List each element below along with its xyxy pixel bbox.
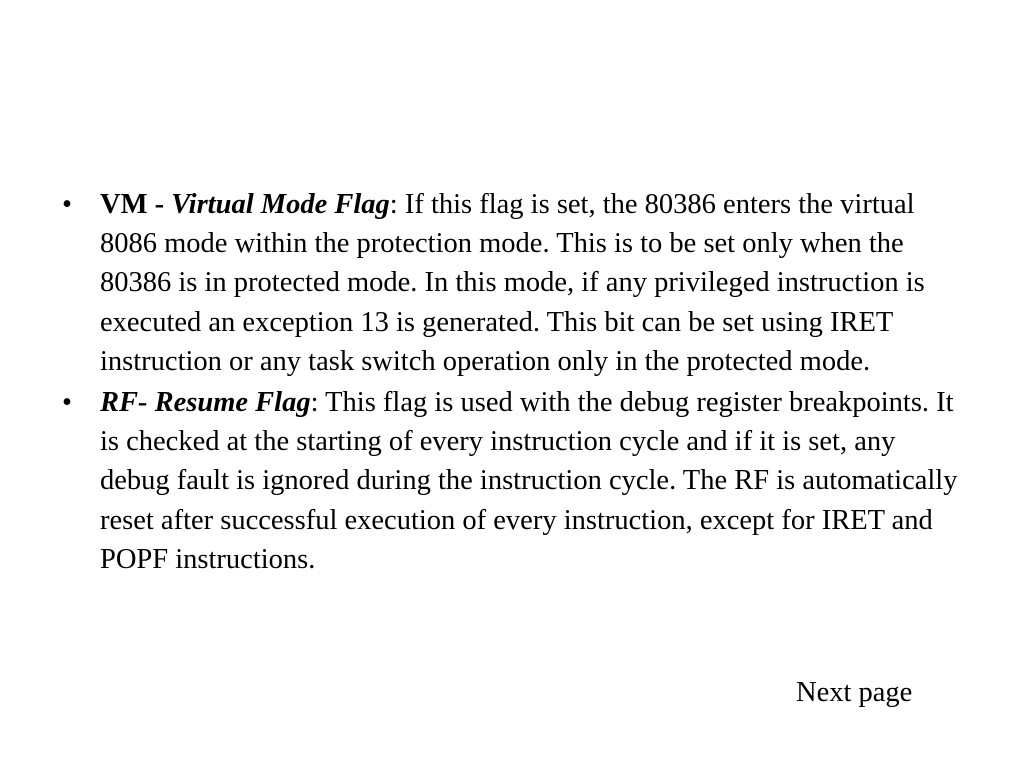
bullet-description: : This flag is used with the debug register breakpoints. It is checked at the starting of every instruction cycle and if it is set, any debug fault is ignored during the instruction cycle. The RF is automatically reset after successful execution of every instruction, except for IRET and POPF instructions. bbox=[100, 387, 958, 575]
next-page-link[interactable]: Next page bbox=[796, 677, 913, 708]
bullet-term-name: RF- Resume Flag bbox=[100, 387, 311, 419]
bullet-list bbox=[62, 185, 962, 581]
bullet-dot-icon: • bbox=[62, 387, 72, 419]
bullet-description: : If this flag is set, the 80386 enters the virtual 8086 mode within the protection mode. This is to be set only when the 80386 is in protected mode. In this mode, if any privileged instruction is executed an exception 13 is generated. This bit can be set using IRET instruction or any task switch operation only in the protected mode. bbox=[100, 189, 925, 377]
bullet-term-name: Virtual Mode Flag bbox=[171, 189, 390, 220]
bullet-term-abbr: VM - bbox=[100, 189, 172, 220]
bullet-item-vm bbox=[62, 185, 962, 381]
bullet-dot-icon: • bbox=[62, 189, 72, 220]
bullet-item-rf bbox=[62, 383, 962, 579]
